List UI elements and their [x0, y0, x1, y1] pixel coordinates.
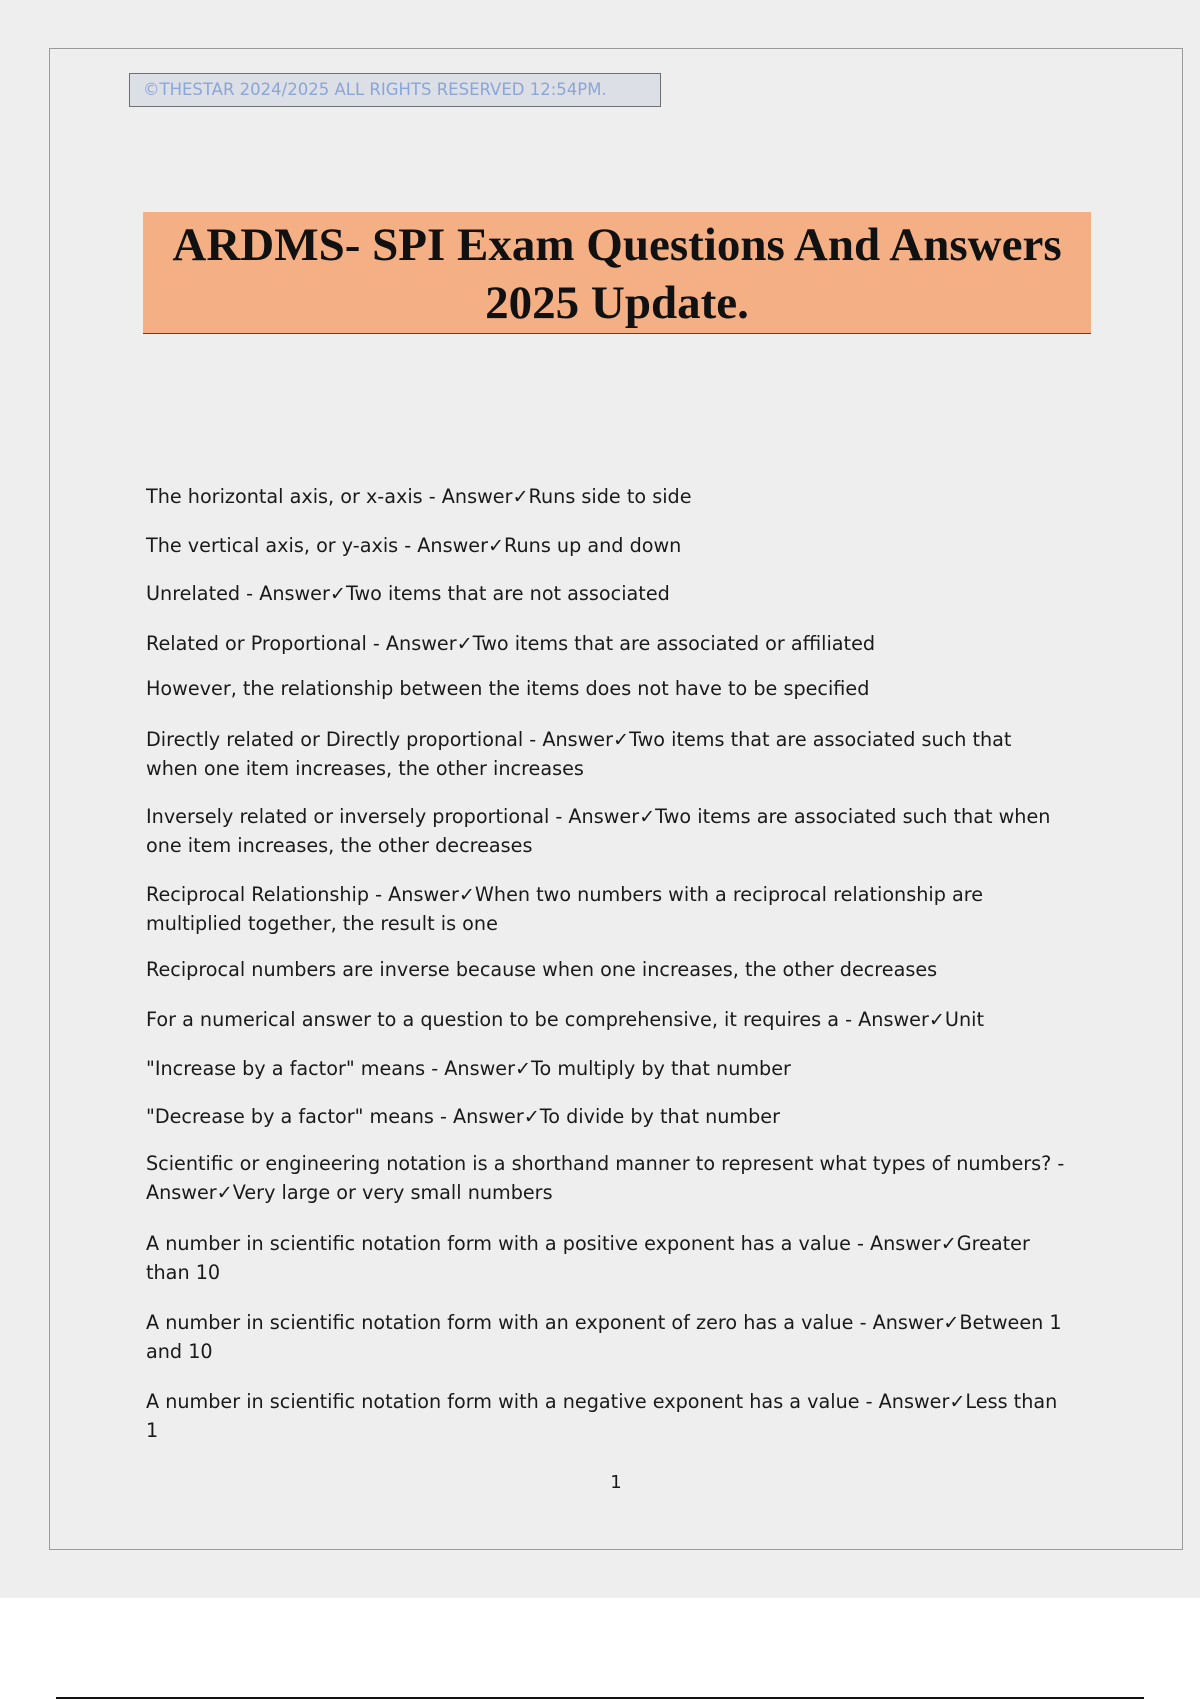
footer-divider [56, 1697, 1144, 1699]
qa-line: when one item increases, the other increases [146, 757, 584, 780]
qa-line: Unrelated - Answer✓Two items that are not associated [146, 582, 670, 605]
qa-line: Reciprocal numbers are inverse because when one increases, the other decreases [146, 958, 938, 981]
qa-line: "Increase by a factor" means - Answer✓To multiply by that number [146, 1057, 791, 1080]
title-line-1: ARDMS- SPI Exam Questions And Answers [172, 219, 1062, 271]
qa-item [146, 482, 1096, 511]
qa-item [146, 629, 1096, 658]
qa-item [146, 1149, 1096, 1207]
qa-line: one item increases, the other decreases [146, 834, 533, 857]
qa-item [146, 1102, 1096, 1131]
qa-line: than 10 [146, 1261, 221, 1284]
document-title [143, 212, 1091, 334]
qa-line: multiplied together, the result is one [146, 912, 498, 935]
qa-item [146, 880, 1096, 938]
qa-item [146, 955, 1096, 984]
qa-item [146, 1054, 1096, 1083]
qa-line: Reciprocal Relationship - Answer✓When two numbers with a reciprocal relationship are [146, 883, 984, 906]
qa-line: The vertical axis, or y-axis - Answer✓Runs up and down [146, 534, 682, 557]
qa-item [146, 674, 1096, 703]
qa-line: A number in scientific notation form with a positive exponent has a value - Answer✓Greater [146, 1232, 1030, 1255]
qa-line: For a numerical answer to a question to be comprehensive, it requires a - Answer✓Unit [146, 1008, 984, 1031]
qa-line: Answer✓Very large or very small numbers [146, 1181, 553, 1204]
qa-line: However, the relationship between the items does not have to be specified [146, 677, 870, 700]
qa-item [146, 1308, 1096, 1366]
copyright-notice: ©THESTAR 2024/2025 ALL RIGHTS RESERVED 12:54PM. [129, 73, 661, 107]
qa-line: A number in scientific notation form with a negative exponent has a value - Answer✓Less than [146, 1390, 1058, 1413]
qa-line: Scientific or engineering notation is a shorthand manner to represent what types of numbers? - [146, 1152, 1065, 1175]
qa-line: and 10 [146, 1340, 213, 1363]
qa-line: A number in scientific notation form with an exponent of zero has a value - Answer✓Between 1 [146, 1311, 1062, 1334]
qa-line: Related or Proportional - Answer✓Two items that are associated or affiliated [146, 632, 876, 655]
qa-item [146, 1387, 1096, 1445]
qa-line: 1 [146, 1419, 159, 1442]
qa-item [146, 802, 1096, 860]
qa-item [146, 725, 1096, 783]
qa-item [146, 579, 1096, 608]
qa-line: Inversely related or inversely proportional - Answer✓Two items are associated such that when [146, 805, 1051, 828]
qa-item [146, 1005, 1096, 1034]
qa-item [146, 531, 1096, 560]
qa-line: The horizontal axis, or x-axis - Answer✓Runs side to side [146, 485, 692, 508]
qa-line: Directly related or Directly proportional - Answer✓Two items that are associated such that [146, 728, 1012, 751]
qa-line: "Decrease by a factor" means - Answer✓To divide by that number [146, 1105, 780, 1128]
page-number: 1 [610, 1472, 622, 1493]
qa-item [146, 1229, 1096, 1287]
title-line-2: 2025 Update. [485, 277, 749, 329]
